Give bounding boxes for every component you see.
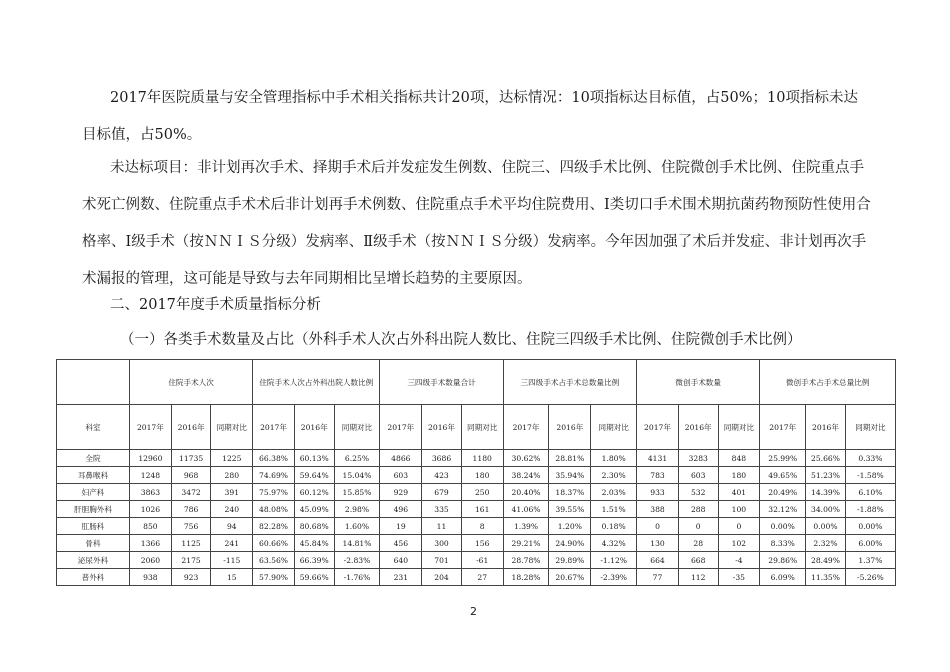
column-header-2016: 2016年 [549,405,591,450]
table-cell: 6.25% [334,450,380,467]
table-cell: 28 [678,535,718,552]
table-cell: 1.60% [334,518,380,535]
table-cell: 77 [637,569,679,586]
table-cell: 756 [171,518,211,535]
paragraph-compliance [82,80,872,154]
department-cell: 肛肠科 [57,518,130,535]
table-cell: 11.35% [806,569,846,586]
table-cell: 6.09% [760,569,806,586]
table-cell: 38.24% [503,467,549,484]
table-cell: 2.30% [591,467,637,484]
column-header-yoy: 同期对比 [718,405,760,450]
table-cell: 100 [718,501,760,518]
table-cell: 929 [380,484,422,501]
department-cell: 耳鼻喉科 [57,467,130,484]
group-header-cell: 住院手术人次占外科出院人数比例 [253,360,380,405]
table-cell: 850 [130,518,172,535]
table-cell: 60.12% [294,484,334,501]
table-cell: 48.08% [253,501,295,518]
column-header-2017: 2017年 [503,405,549,450]
table-cell: 51.23% [806,467,846,484]
table-row [57,569,896,586]
table-cell: 923 [171,569,211,586]
table-cell: 388 [637,501,679,518]
column-header-yoy: 同期对比 [334,405,380,450]
surgery-quality-table [56,359,896,586]
table-cell: 8 [461,518,503,535]
table-cell: 180 [461,467,503,484]
table-cell: 156 [461,535,503,552]
paragraph-unmet-items [82,150,872,298]
department-cell: 骨科 [57,535,130,552]
table-group-header-row [57,360,896,405]
table-cell: -61 [461,552,503,569]
group-header-cell: 住院手术人次 [130,360,253,405]
table-cell: 1366 [130,535,172,552]
table-cell: 4131 [637,450,679,467]
table-cell: 2.32% [806,535,846,552]
table-cell: 39.55% [549,501,591,518]
table-cell: -2.39% [591,569,637,586]
table-cell: 161 [461,501,503,518]
table-cell: 20.40% [503,484,549,501]
table-cell: 27 [461,569,503,586]
table-cell: 241 [211,535,253,552]
table-cell: 29.21% [503,535,549,552]
table-cell: 15.85% [334,484,380,501]
table-cell: 0.00% [845,518,895,535]
table-cell: 2.98% [334,501,380,518]
department-cell: 普外科 [57,569,130,586]
table-cell: 0.18% [591,518,637,535]
table-cell: 66.38% [253,450,295,467]
table-cell: 20.67% [549,569,591,586]
table-cell: 250 [461,484,503,501]
table-cell: 1.37% [845,552,895,569]
table-cell: -5.26% [845,569,895,586]
table-cell: 15.04% [334,467,380,484]
department-cell: 妇产科 [57,484,130,501]
table-cell: 2175 [171,552,211,569]
table-cell: 0.33% [845,450,895,467]
group-header-cell: 三四级手术占手术总数量比例 [503,360,637,405]
table-cell: -2.83% [334,552,380,569]
table-cell: 1.80% [591,450,637,467]
column-header-yoy: 同期对比 [211,405,253,450]
column-header-2016: 2016年 [678,405,718,450]
table-cell: -1.12% [591,552,637,569]
table-row [57,484,896,501]
table-cell: 25.66% [806,450,846,467]
table-cell: 15 [211,569,253,586]
column-header-2016: 2016年 [171,405,211,450]
table-cell: 3863 [130,484,172,501]
table-cell: 20.49% [760,484,806,501]
table-cell: 130 [637,535,679,552]
table-cell: 60.13% [294,450,334,467]
table-cell: 423 [422,467,462,484]
table-cell: 59.66% [294,569,334,586]
table-cell: -1.58% [845,467,895,484]
table-column-header-row [57,405,896,450]
column-header-2016: 2016年 [806,405,846,450]
table-cell: 59.64% [294,467,334,484]
paragraph-compliance-text: 2017年医院质量与安全管理指标中手术相关指标共计20项，达标情况：10项指标达目标值，占50%；10项指标未达目标值，占50%。 [82,90,858,143]
table-cell: 783 [637,467,679,484]
table-cell: 66.39% [294,552,334,569]
table-cell: 94 [211,518,253,535]
column-header-2017: 2017年 [760,405,806,450]
table-cell: 3472 [171,484,211,501]
table-cell: 74.69% [253,467,295,484]
column-header-2017: 2017年 [637,405,679,450]
table-cell: 34.00% [806,501,846,518]
table-cell: 35.94% [549,467,591,484]
table-cell: 1.39% [503,518,549,535]
table-cell: 1248 [130,467,172,484]
table-row [57,552,896,569]
column-header-yoy: 同期对比 [461,405,503,450]
table-cell: 11 [422,518,462,535]
table-cell: 29.86% [760,552,806,569]
table-cell: 1026 [130,501,172,518]
table-row [57,501,896,518]
table-cell: 391 [211,484,253,501]
table-cell: 8.33% [760,535,806,552]
table-cell: 18.28% [503,569,549,586]
table-row [57,518,896,535]
table-cell: 335 [422,501,462,518]
table-cell: 2.03% [591,484,637,501]
table-row [57,535,896,552]
table-cell: 786 [171,501,211,518]
sub-heading: （一）各类手术数量及占比（外科手术人次占外科出院人数比、住院三四级手术比例、住院微创手术比例） [120,332,802,348]
table-cell: 14.81% [334,535,380,552]
table-cell: 0.00% [760,518,806,535]
table-cell: 679 [422,484,462,501]
group-header-cell: 微创手术占手术总量比例 [760,360,896,405]
table-cell: 0 [637,518,679,535]
table-cell: 18.37% [549,484,591,501]
table-cell: 640 [380,552,422,569]
table-cell: 0 [718,518,760,535]
table-cell: 60.66% [253,535,295,552]
table-cell: 45.84% [294,535,334,552]
table-cell: 401 [718,484,760,501]
table-cell: 180 [718,467,760,484]
table-cell: 664 [637,552,679,569]
table-cell: 938 [130,569,172,586]
table-cell: 933 [637,484,679,501]
department-cell: 全院 [57,450,130,467]
table-cell: 112 [678,569,718,586]
table-cell: 300 [422,535,462,552]
table-cell: 701 [422,552,462,569]
table-cell: 63.56% [253,552,295,569]
table-cell: -4 [718,552,760,569]
department-cell: 泌尿外科 [57,552,130,569]
table-cell: 968 [171,467,211,484]
column-header-2017: 2017年 [130,405,172,450]
column-header-2017: 2017年 [253,405,295,450]
table-cell: 28.81% [549,450,591,467]
section-heading: 二、2017年度手术质量指标分析 [110,297,321,313]
table-cell: 1180 [461,450,503,467]
table-cell: 496 [380,501,422,518]
table-cell: 603 [678,467,718,484]
table-cell: 231 [380,569,422,586]
table-cell: 3283 [678,450,718,467]
table-cell: 80.68% [294,518,334,535]
table-cell: 75.97% [253,484,295,501]
table-cell: 0 [678,518,718,535]
table-cell: 57.90% [253,569,295,586]
table-cell: 24.90% [549,535,591,552]
table-cell: 456 [380,535,422,552]
table-row [57,467,896,484]
table-cell: 12960 [130,450,172,467]
group-header-cell: 微创手术数量 [637,360,760,405]
table-cell: 1225 [211,450,253,467]
table-cell: 4866 [380,450,422,467]
table-cell: 28.78% [503,552,549,569]
table-cell: 28.49% [806,552,846,569]
department-cell: 肝胆胸外科 [57,501,130,518]
table-cell: 668 [678,552,718,569]
table-cell: 4.32% [591,535,637,552]
table-cell: 1.20% [549,518,591,535]
table-cell: -35 [718,569,760,586]
table-cell: 19 [380,518,422,535]
column-header-2016: 2016年 [422,405,462,450]
table-cell: 6.10% [845,484,895,501]
blank-header-cell [57,360,130,405]
table-cell: 2060 [130,552,172,569]
table-cell: 41.06% [503,501,549,518]
table-cell: 102 [718,535,760,552]
column-header-yoy: 同期对比 [591,405,637,450]
table-cell: 848 [718,450,760,467]
table-cell: 32.12% [760,501,806,518]
table-cell: 45.09% [294,501,334,518]
table-cell: 603 [380,467,422,484]
table-cell: 532 [678,484,718,501]
table-cell: 49.65% [760,467,806,484]
table-cell: -1.76% [334,569,380,586]
column-header-2017: 2017年 [380,405,422,450]
table-cell: 0.00% [806,518,846,535]
column-header-yoy: 同期对比 [845,405,895,450]
table-cell: 3686 [422,450,462,467]
table-cell: 82.28% [253,518,295,535]
table-cell: 288 [678,501,718,518]
table-body [57,450,896,586]
table-cell: 1125 [171,535,211,552]
page-number: 2 [470,605,477,618]
table-cell: 14.39% [806,484,846,501]
table-cell: 11735 [171,450,211,467]
table-cell: 1.51% [591,501,637,518]
table-cell: -1.88% [845,501,895,518]
column-header-dept: 科室 [57,405,130,450]
table-cell: 25.99% [760,450,806,467]
group-header-cell: 三四级手术数量合计 [380,360,503,405]
table-cell: 280 [211,467,253,484]
table-cell: 30.62% [503,450,549,467]
table-cell: 240 [211,501,253,518]
column-header-2016: 2016年 [294,405,334,450]
table-cell: 6.00% [845,535,895,552]
paragraph-unmet-items-text: 未达标项目：非计划再次手术、择期手术后并发症发生例数、住院三、四级手术比例、住院微创手术比例、住院重点手术死亡例数、住院重点手术术后非计划再手术例数、住院重点手术平均住院费用、Ⅰ类切口手术围术期抗菌药物预防性使用合格率、Ⅰ级手术（按ＮＮＩＳ分级）发病率、Ⅱ级手术（按ＮＮＩＳ分级）发病率。今年因加强了术后并发症、非计划再次手术漏报的管理，这可能是导致与去年同期相比呈增长趋势的主要原因。 [82,160,871,287]
table-row [57,450,896,467]
table-cell: 29.89% [549,552,591,569]
table-cell: -115 [211,552,253,569]
table-cell: 204 [422,569,462,586]
